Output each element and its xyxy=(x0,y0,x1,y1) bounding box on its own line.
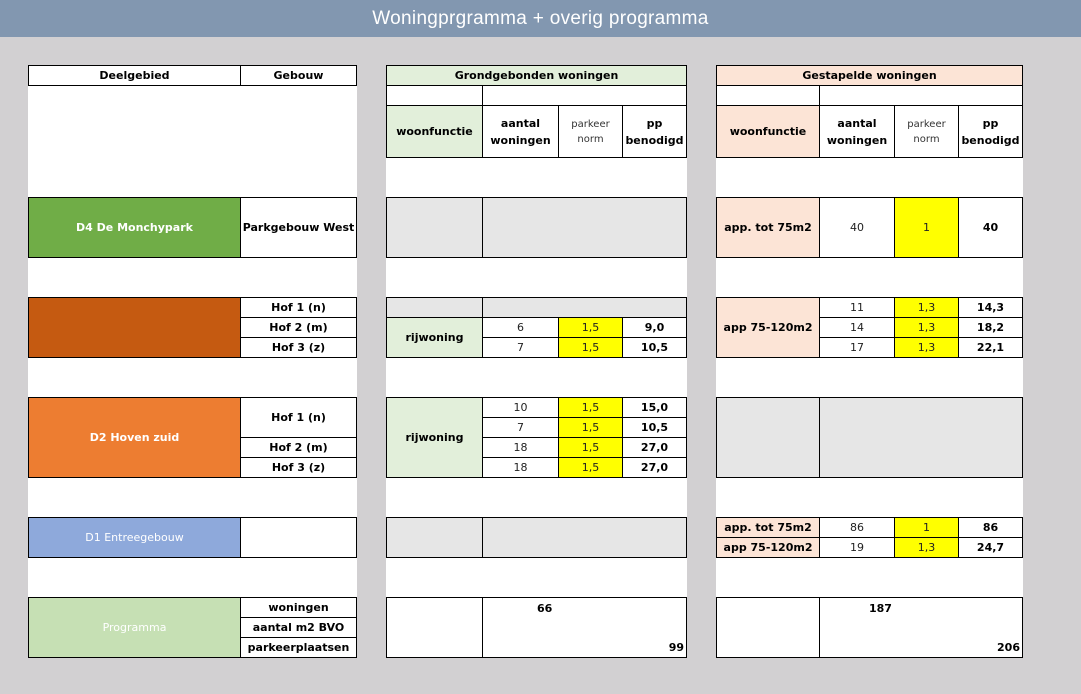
programma-m2-bvo: aantal m2 BVO xyxy=(240,617,357,638)
grond-hof3-norm: 1,5 xyxy=(558,337,623,358)
area-d1: D1 Entreegebouw xyxy=(28,517,241,558)
gest-spacer-1 xyxy=(716,85,820,106)
grond-d2-r4-pp: 27,0 xyxy=(622,457,687,478)
grond-col-parkeer: parkeer norm xyxy=(558,105,623,158)
grond-col-pp: pp benodigd xyxy=(622,105,687,158)
gest-d1-r1-pp: 86 xyxy=(958,517,1023,538)
building-d2-hof-2: Hof 2 (m) xyxy=(240,437,357,458)
gest-total-empty xyxy=(716,597,820,658)
grond-d1-empty-1 xyxy=(386,517,483,558)
grond-d2-r4-norm: 1,5 xyxy=(558,457,623,478)
grond-d2-r1-norm: 1,5 xyxy=(558,397,623,418)
gest-d4-pp: 40 xyxy=(958,197,1023,258)
grond-total-box xyxy=(482,597,687,658)
grond-hof1-empty-1 xyxy=(386,297,483,318)
grond-d2-r3-pp: 27,0 xyxy=(622,437,687,458)
left-panel xyxy=(28,65,357,658)
grond-d2-r3-aantal: 18 xyxy=(482,437,559,458)
grond-d2-r4-aantal: 18 xyxy=(482,457,559,478)
grond-d2-r1-pp: 15,0 xyxy=(622,397,687,418)
gest-d1-r2-pp: 24,7 xyxy=(958,537,1023,558)
building-hof-1: Hof 1 (n) xyxy=(240,297,357,318)
grond-d2-r2-pp: 10,5 xyxy=(622,417,687,438)
gest-hof1-norm: 1,3 xyxy=(894,297,959,318)
grond-hof2-aantal: 6 xyxy=(482,317,559,338)
gest-d1-r2-norm: 1,3 xyxy=(894,537,959,558)
page-title: Woningprgramma + overig programma xyxy=(0,0,1081,37)
building-d2-hof-1: Hof 1 (n) xyxy=(240,397,357,438)
grond-d1-empty-2 xyxy=(482,517,687,558)
grondgebonden-panel xyxy=(386,65,687,658)
grond-hof1-empty-2 xyxy=(482,297,687,318)
programma-woningen: woningen xyxy=(240,597,357,618)
building-d2-hof-3: Hof 3 (z) xyxy=(240,457,357,478)
area-d2: D2 Hoven zuid xyxy=(28,397,241,478)
gest-hof2-pp: 18,2 xyxy=(958,317,1023,338)
header-gebouw: Gebouw xyxy=(240,65,357,86)
gest-hof2-norm: 1,3 xyxy=(894,317,959,338)
gest-hof1-pp: 14,3 xyxy=(958,297,1023,318)
grond-hof-woonfunctie: rijwoning xyxy=(386,317,483,358)
grond-col-aantal: aantal woningen xyxy=(482,105,559,158)
gest-d1-r1-norm: 1 xyxy=(894,517,959,538)
grond-hof3-pp: 10,5 xyxy=(622,337,687,358)
grond-d2-woonfunctie: rijwoning xyxy=(386,397,483,478)
gest-title: Gestapelde woningen xyxy=(716,65,1023,86)
gest-total-woningen: 187 xyxy=(869,602,892,615)
grond-hof2-pp: 9,0 xyxy=(622,317,687,338)
programma-parkeerplaatsen: parkeerplaatsen xyxy=(240,637,357,658)
gest-d2-empty-2 xyxy=(819,397,1023,478)
area-programma: Programma xyxy=(28,597,241,658)
grond-d4-empty-2 xyxy=(482,197,687,258)
grond-total-empty xyxy=(386,597,483,658)
grond-total-woningen: 66 xyxy=(537,602,553,615)
building-hof-2: Hof 2 (m) xyxy=(240,317,357,338)
grond-spacer-2 xyxy=(482,85,687,106)
grond-d2-r2-aantal: 7 xyxy=(482,417,559,438)
gest-total-box xyxy=(819,597,1023,658)
gest-hof3-pp: 22,1 xyxy=(958,337,1023,358)
gest-d4-aantal: 40 xyxy=(819,197,895,258)
gest-col-woonfunctie: woonfunctie xyxy=(716,105,820,158)
building-d1 xyxy=(240,517,357,558)
grond-total-parkeer: 99 xyxy=(668,641,684,654)
gest-col-pp: pp benodigd xyxy=(958,105,1023,158)
header-deelgebied: Deelgebied xyxy=(28,65,241,86)
gest-d1-r1-aantal: 86 xyxy=(819,517,895,538)
grond-title: Grondgebonden woningen xyxy=(386,65,687,86)
grond-hof2-norm: 1,5 xyxy=(558,317,623,338)
gest-d2-empty-1 xyxy=(716,397,820,478)
grond-d2-r3-norm: 1,5 xyxy=(558,437,623,458)
grond-d2-r1-aantal: 10 xyxy=(482,397,559,418)
gest-total-parkeer: 206 xyxy=(997,641,1020,654)
gest-d1-r1-woonfunctie: app. tot 75m2 xyxy=(716,517,820,538)
grond-hof3-aantal: 7 xyxy=(482,337,559,358)
gest-d4-woonfunctie: app. tot 75m2 xyxy=(716,197,820,258)
building-parkgebouw-west: Parkgebouw West xyxy=(240,197,357,258)
gest-hof2-aantal: 14 xyxy=(819,317,895,338)
gest-spacer-2 xyxy=(819,85,1023,106)
gest-hof3-norm: 1,3 xyxy=(894,337,959,358)
grond-spacer-1 xyxy=(386,85,483,106)
gest-d1-r2-woonfunctie: app 75-120m2 xyxy=(716,537,820,558)
gest-hof-woonfunctie: app 75-120m2 xyxy=(716,297,820,358)
gest-col-aantal: aantal woningen xyxy=(819,105,895,158)
area-d4: D4 De Monchypark xyxy=(28,197,241,258)
building-hof-3: Hof 3 (z) xyxy=(240,337,357,358)
gestapelde-panel xyxy=(716,65,1023,658)
gest-hof1-aantal: 11 xyxy=(819,297,895,318)
gest-d1-r2-aantal: 19 xyxy=(819,537,895,558)
area-hoven-noord xyxy=(28,297,241,358)
grond-d2-r2-norm: 1,5 xyxy=(558,417,623,438)
gest-hof3-aantal: 17 xyxy=(819,337,895,358)
gest-col-parkeer: parkeer norm xyxy=(894,105,959,158)
grond-col-woonfunctie: woonfunctie xyxy=(386,105,483,158)
grond-d4-empty-1 xyxy=(386,197,483,258)
gest-d4-norm: 1 xyxy=(894,197,959,258)
